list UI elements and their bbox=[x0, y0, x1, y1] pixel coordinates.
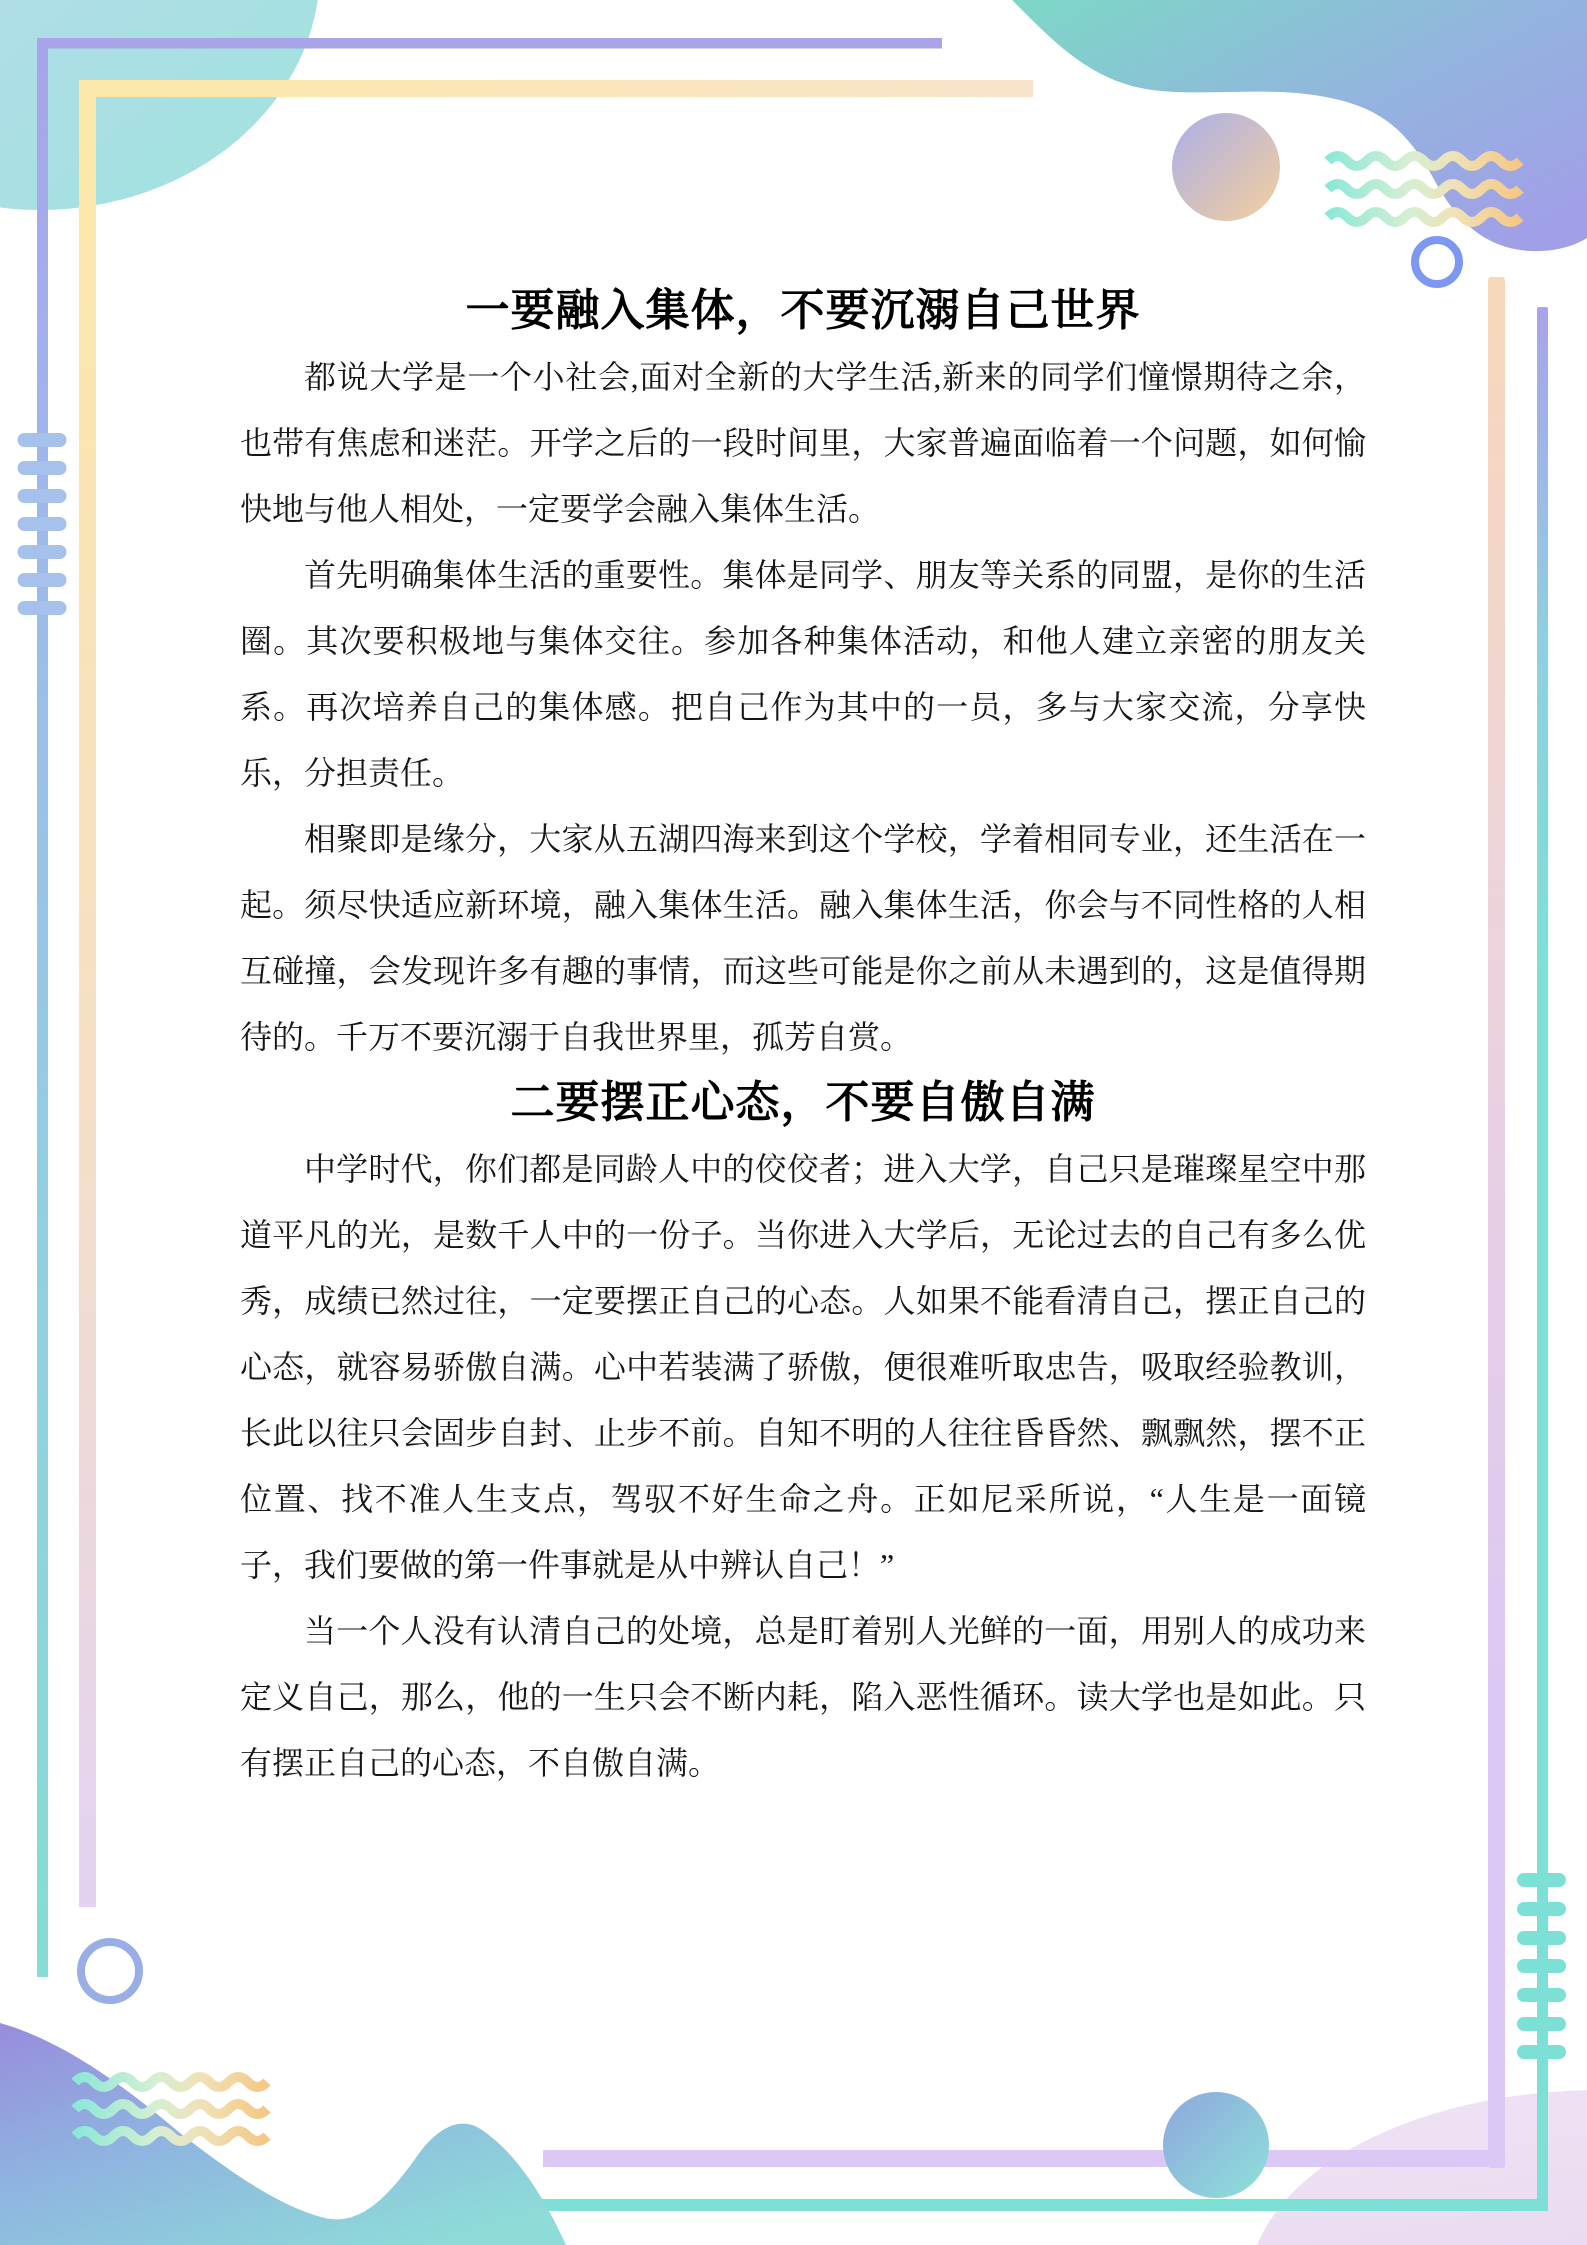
right-ladder-bars bbox=[1517, 1873, 1566, 2059]
section-1-paragraph-2: 首先明确集体生活的重要性。集体是同学、朋友等关系的同盟，是你的生活圈。其次要积极地与集体交往。参加各种集体活动，和他人建立亲密的朋友关系。再次培养自己的集体感。把自己作为其中的一员，多与大家交流，分享快乐，分担责任。 bbox=[240, 557, 1366, 791]
ring-top-right bbox=[1415, 240, 1459, 284]
section-1-heading: 一要融入集体，不要沉溺自己世界 bbox=[465, 286, 1141, 335]
left-ladder-bars bbox=[18, 433, 67, 615]
section-2-paragraph-2: 当一个人没有认清自己的处境，总是盯着别人光鲜的一面，用别人的成功来定义自己，那么，他的一生只会不断内耗，陷入恶性循环。读大学也是如此。只有摆正自己的心态，不自傲自满。 bbox=[240, 1613, 1366, 1781]
frame-right-outer-line bbox=[1537, 307, 1548, 2211]
ring-bottom-left bbox=[81, 1942, 139, 2000]
bottom-left-blob bbox=[0, 2023, 566, 2245]
bottom-right-dome bbox=[1248, 2090, 1587, 2245]
section-2-paragraph-1: 中学时代，你们都是同龄人中的佼佼者；进入大学，自己只是璀璨星空中那道平凡的光，是数千人中的一份子。当你进入大学后，无论过去的自己有多么优秀，成绩已然过往，一定要摆正自己的心态。人如果不能看清自己，摆正自己的心态，就容易骄傲自满。心中若装满了骄傲，便很难听取忠告，吸取经验教训，长此以往只会固步自封、止步不前。自知不明的人往往昏昏然、飘飘然，摆不正位置、找不准人生支点，驾驭不好生命之舟。正如尼采所说，“人生是一面镜子，我们要做的第一件事就是从中辨认自己！” bbox=[240, 1151, 1366, 1583]
frame-left-inner-line bbox=[79, 80, 96, 1907]
section-1-paragraph-3: 相聚即是缘分，大家从五湖四海来到这个学校，学着相同专业，还生活在一起。须尽快适应新环境，融入集体生活。融入集体生活，你会与不同性格的人相互碰撞，会发现许多有趣的事情，而这些可能是你之前从未遇到的，这是值得期待的。千万不要沉溺于自我世界里，孤芳自赏。 bbox=[240, 821, 1366, 1055]
frame-left-outer-line bbox=[37, 38, 48, 1977]
frame-bottom-inner-line bbox=[543, 2150, 1505, 2167]
frame-right-inner-line bbox=[1488, 277, 1505, 2168]
section-1-paragraph-1: 都说大学是一个小社会,面对全新的大学生活,新来的同学们憧憬期待之余，也带有焦虑和迷茫。开学之后的一段时间里，大家普遍面临着一个问题，如何愉快地与他人相处，一定要学会融入集体生活。 bbox=[240, 359, 1366, 527]
frame-bottom-outer-line bbox=[510, 2199, 1548, 2211]
section-2-heading: 二要摆正心态，不要自傲自满 bbox=[510, 1078, 1096, 1127]
document-content bbox=[240, 0, 1366, 1796]
wavy-lines-bottom-left bbox=[75, 2077, 267, 2141]
gradient-circle-bottom bbox=[1163, 2092, 1269, 2198]
